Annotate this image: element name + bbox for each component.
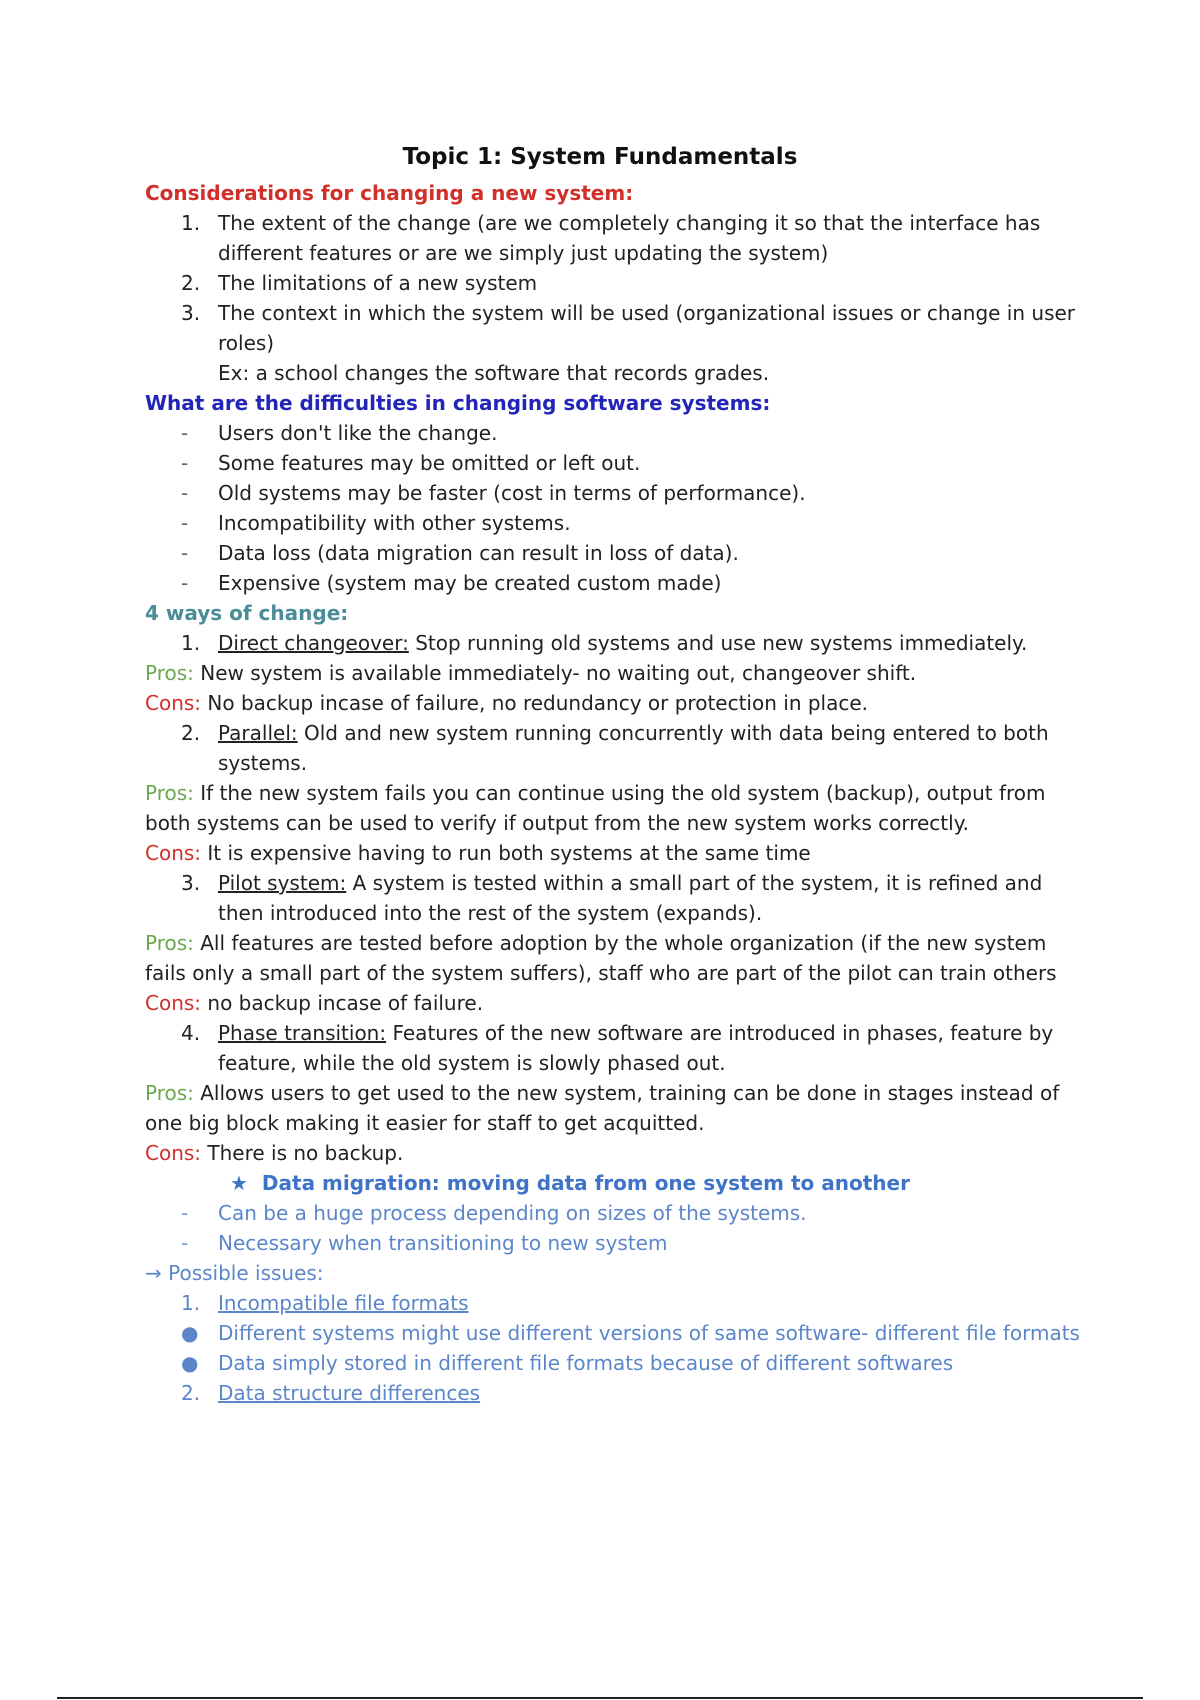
list-item <box>145 718 1105 778</box>
page-title: Topic 1: System Fundamentals <box>402 144 798 170</box>
method-description: Stop running old systems and use new systems immediately. <box>408 631 1028 655</box>
possible-issues-label: → Possible issues: <box>145 1261 324 1285</box>
dash-bullet: - <box>181 451 189 475</box>
method-term: Pilot system: <box>218 871 347 895</box>
dash-bullet: - <box>181 511 189 535</box>
list-item <box>145 568 1105 598</box>
method-term: Parallel: <box>218 721 298 745</box>
method-description: A system is tested within a small part of the system, it is refined and <box>346 871 1043 895</box>
method-term: Direct changeover: <box>218 631 409 655</box>
pros-label: Pros: <box>145 661 194 685</box>
list-number: 4. <box>181 1021 201 1045</box>
list-item <box>145 448 1105 478</box>
method-term: Phase transition: <box>218 1021 387 1045</box>
cons-line <box>145 1138 1105 1168</box>
issue-title: Data structure differences <box>218 1381 481 1405</box>
pros-line <box>145 928 1105 958</box>
list-text: different features or are we simply just updating the system) <box>218 241 829 265</box>
pros-line <box>145 1078 1105 1108</box>
considerations-heading: Considerations for changing a new system: <box>145 181 634 205</box>
list-item <box>145 1348 1105 1378</box>
list-item <box>145 478 1105 508</box>
migration-heading: Data migration: moving data from one system to another <box>261 1171 910 1195</box>
pros-text: New system is available immediately- no waiting out, changeover shift. <box>200 661 917 685</box>
cons-text: There is no backup. <box>207 1141 404 1165</box>
dash-bullet: - <box>181 1201 189 1225</box>
list-item <box>145 628 1105 658</box>
pros-label: Pros: <box>145 781 194 805</box>
list-text: Necessary when transitioning to new system <box>218 1231 668 1255</box>
list-item <box>145 868 1105 928</box>
list-number: 1. <box>181 211 201 235</box>
dash-bullet: - <box>181 481 189 505</box>
list-text: The extent of the change (are we completely changing it so that the interface has <box>218 211 1041 235</box>
list-text: Users don't like the change. <box>218 421 498 445</box>
method-description: feature, while the old system is slowly phased out. <box>218 1051 726 1075</box>
cons-line <box>145 688 1105 718</box>
pros-text: one big block making it easier for staff to get acquitted. <box>145 1111 705 1135</box>
list-item <box>145 1378 1105 1408</box>
pros-line <box>145 778 1105 808</box>
list-text: roles) <box>218 331 275 355</box>
list-item <box>145 418 1105 448</box>
list-item <box>145 1318 1105 1348</box>
list-item <box>145 1198 1105 1228</box>
cons-text: It is expensive having to run both systems at the same time <box>207 841 811 865</box>
dash-bullet: - <box>181 571 189 595</box>
star-icon: ★ <box>230 1171 248 1195</box>
pros-label: Pros: <box>145 931 194 955</box>
pros-text: All features are tested before adoption by the whole organization (if the new system <box>200 931 1047 955</box>
list-text: Data loss (data migration can result in loss of data). <box>218 541 739 565</box>
example-text: Ex: a school changes the software that records grades. <box>218 361 770 385</box>
list-text: Incompatibility with other systems. <box>218 511 571 535</box>
pros-text: If the new system fails you can continue using the old system (backup), output from <box>200 781 1046 805</box>
cons-label: Cons: <box>145 991 202 1015</box>
pros-text: both systems can be used to verify if output from the new system works correctly. <box>145 811 970 835</box>
method-description: Features of the new software are introduced in phases, feature by <box>386 1021 1054 1045</box>
ways-heading: 4 ways of change: <box>145 601 349 625</box>
list-item <box>145 508 1105 538</box>
issue-title: Incompatible file formats <box>218 1291 469 1315</box>
list-text: Expensive (system may be created custom made) <box>218 571 722 595</box>
list-number: 3. <box>181 871 201 895</box>
cons-line <box>145 988 1105 1018</box>
dash-bullet: - <box>181 1231 189 1255</box>
pros-text: fails only a small part of the system suffers), staff who are part of the pilot can train others <box>145 961 1057 985</box>
list-text: The limitations of a new system <box>218 271 538 295</box>
pros-label: Pros: <box>145 1081 194 1105</box>
cons-label: Cons: <box>145 841 202 865</box>
cons-text: no backup incase of failure. <box>207 991 484 1015</box>
list-text: Can be a huge process depending on sizes of the systems. <box>218 1201 807 1225</box>
list-number: 3. <box>181 301 201 325</box>
list-number: 1. <box>181 631 201 655</box>
dot-bullet: ● <box>181 1351 199 1375</box>
list-item <box>145 1018 1105 1078</box>
document-body <box>145 178 1105 1408</box>
list-number: 1. <box>181 1291 201 1315</box>
dot-bullet: ● <box>181 1321 199 1345</box>
cons-line <box>145 838 1105 868</box>
dash-bullet: - <box>181 541 189 565</box>
pros-line <box>145 658 1105 688</box>
cons-text: No backup incase of failure, no redundancy or protection in place. <box>207 691 869 715</box>
list-text: Different systems might use different versions of same software- different file formats <box>218 1321 1080 1345</box>
cons-label: Cons: <box>145 1141 202 1165</box>
list-item <box>145 538 1105 568</box>
list-item <box>145 268 1105 298</box>
cons-label: Cons: <box>145 691 202 715</box>
method-description: systems. <box>218 751 308 775</box>
list-number: 2. <box>181 271 201 295</box>
list-item <box>145 298 1105 388</box>
list-text: Data simply stored in different file formats because of different softwares <box>218 1351 954 1375</box>
page-bottom-rule <box>57 1697 1143 1699</box>
list-text: Old systems may be faster (cost in terms of performance). <box>218 481 806 505</box>
list-item <box>145 208 1105 268</box>
list-number: 2. <box>181 1381 201 1405</box>
migration-heading-line <box>35 1168 1105 1198</box>
method-description: Old and new system running concurrently with data being entered to both <box>297 721 1049 745</box>
list-text: Some features may be omitted or left out. <box>218 451 641 475</box>
list-number: 2. <box>181 721 201 745</box>
method-description: then introduced into the rest of the system (expands). <box>218 901 763 925</box>
pros-text: Allows users to get used to the new system, training can be done in stages instead of <box>200 1081 1060 1105</box>
list-item <box>145 1228 1105 1258</box>
dash-bullet: - <box>181 421 189 445</box>
list-text: The context in which the system will be used (organizational issues or change in user <box>218 301 1076 325</box>
list-item <box>145 1288 1105 1318</box>
difficulties-heading: What are the difficulties in changing software systems: <box>145 391 771 415</box>
